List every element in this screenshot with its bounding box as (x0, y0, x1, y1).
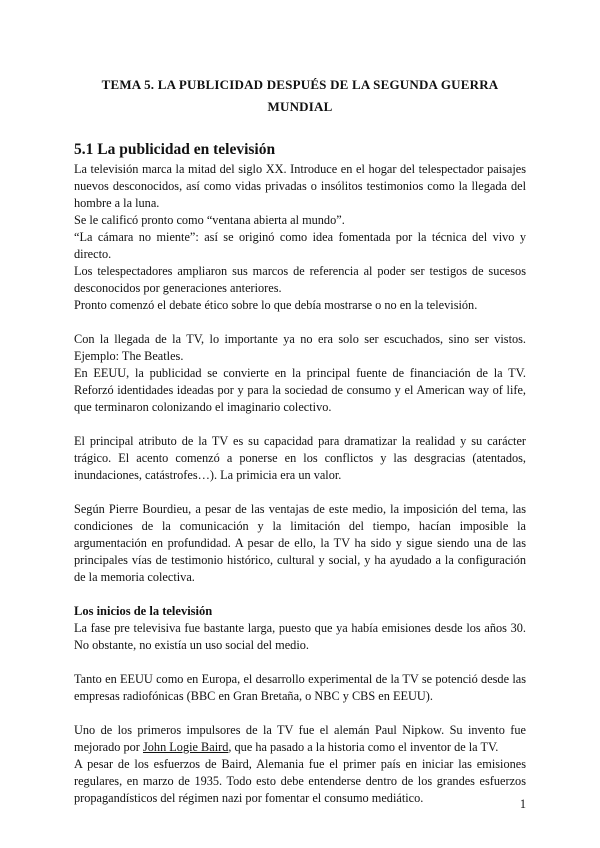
paragraph-gap (74, 416, 526, 433)
paragraph: La fase pre televisiva fue bastante larga, puesto que ya había emisiones desde los años 30. No obstante, no existía un uso social del medio. (74, 621, 526, 652)
paragraph: Se le calificó pronto como “ventana abierta al mundo”. (74, 213, 345, 227)
baird-link[interactable]: John Logie Baird (142, 740, 229, 754)
paragraph: “La cámara no miente”: así se originó como idea fomentada por la técnica del vivo y directo. (74, 230, 526, 261)
paragraph-gap (74, 314, 526, 331)
paragraph-gap (74, 484, 526, 501)
paragraph: Con la llegada de la TV, lo importante ya no era solo ser escuchados, sino ser vistos. Ejemplo: The Beatles. (74, 332, 526, 363)
paragraph: En EEUU, la publicidad se convierte en la principal fuente de financiación de la TV. Reforzó identidades ideadas por y para la sociedad de consumo y el American way of life, que terminaron colonizando el imaginario colectivo. (74, 366, 526, 414)
paragraph-gap (74, 654, 526, 671)
paragraph: El principal atributo de la TV es su capacidad para dramatizar la realidad y su carácter trágico. El acento comenzó a ponerse en los conflictos y las desgracias (atentados, inundaciones, catástrofes…). La primicia era un valor. (74, 434, 526, 482)
paragraph: Tanto en EEUU como en Europa, el desarrollo experimental de la TV se potenció desde las empresas radiofónicas (BBC en Gran Bretaña, o NBC y CBS en EEUU). (74, 672, 526, 703)
paragraph: Según Pierre Bourdieu, a pesar de las ventajas de este medio, la imposición del tema, las condiciones de la comunicación y la limitación del tiempo, hacían imposible la argumentación en profundidad. A pesar de ello, la TV ha sido y sigue siendo una de las principales vías de testimonio histórico, cultural y social, y ha ayudado a la configuración de la memoria colectiva. (74, 502, 526, 584)
paragraph (74, 722, 526, 756)
section-heading: 5.1 La publicidad en televisión (74, 141, 276, 158)
document-title: TEMA 5. LA PUBLICIDAD DESPUÉS DE LA SEGUNDA GUERRA MUNDIAL (101, 77, 499, 114)
paragraph: La televisión marca la mitad del siglo XX. Introduce en el hogar del telespectador paisajes nuevos desconocidos, así como vidas privadas o insólitos testimonios como la llegada del hombre a la luna. (74, 162, 526, 210)
subheading: Los inicios de la televisión (74, 604, 213, 618)
page-number: 1 (519, 797, 526, 811)
paragraph: Pronto comenzó el debate ético sobre lo que debía mostrarse o no en la televisión. (74, 298, 478, 312)
paragraph-text: Uno de los primeros impulsores de la TV fue el alemán Paul Nipkow. Su invento fue mejorado por (74, 723, 526, 754)
document-page (74, 74, 526, 807)
paragraph-gap (74, 705, 526, 722)
paragraph-text: , que ha pasado a la historia como el inventor de la TV. (228, 740, 499, 754)
paragraph: A pesar de los esfuerzos de Baird, Alemania fue el primer país en iniciar las emisiones regulares, en marzo de 1935. Todo esto debe entenderse dentro de los grandes esfuerzos propagandísticos del régimen nazi por fomentar el consumo mediático. (74, 757, 526, 805)
paragraph: Los telespectadores ampliaron sus marcos de referencia al poder ser testigos de sucesos desconocidos por generaciones anteriores. (74, 264, 526, 295)
paragraph-gap (74, 586, 526, 603)
